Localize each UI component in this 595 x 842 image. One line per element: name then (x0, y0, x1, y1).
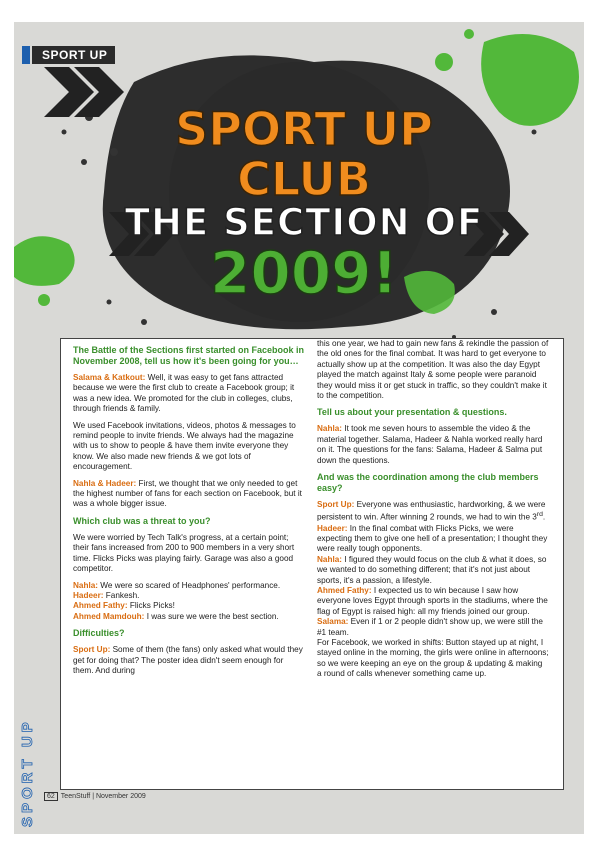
answer-paragraph: Hadeer: Fankesh. (73, 590, 140, 600)
answer-paragraph: this one year, we had to gain new fans & rekindle the passion of the old ones for the final combat. It was hard to get everyone to actually show up at the competition. It was also the day Egypt played the match against Italy & some people were paranoid they would miss it or get stuck in traffic, so they couldn't make it to the competition. (317, 339, 549, 401)
answer-paragraph: Salama & Katkout: Well, it was easy to get fans attracted because we were the first club to create a Facebook group; it was a new idea. We promoted for the club in colleges, clubs, through friends & family. (73, 373, 295, 414)
speaker-name: Salama & Katkout: (73, 373, 146, 382)
answer-paragraph: Sport Up: Everyone was enthusiastic, hardworking, & we were persistent to win. After winning 2 rounds, we had to win the 3rd. Hadeer: In the final combat with Flicks Picks, we were expecting them to give one hell of a presentation; I thought they were really tough opponents. (317, 500, 548, 554)
answer-paragraph: We used Facebook invitations, videos, photos & messages to remind people to invite friends. We always had the magazine with us to show to people & have them invite everyone they know. We also made new friends & we got lots of encouragement. (73, 420, 296, 472)
question-heading: The Battle of the Sections first started on Facebook in November 2008, tell us how it's been going for you… (73, 345, 305, 366)
answer-paragraph: Nahla: We were so scared of Headphones' performance. (73, 580, 281, 590)
page-number: 62 (44, 792, 58, 801)
answer-paragraph: Ahmed Fathy: I expected us to win because I saw how everyone loves Egypt through sports in the stadiums, where the flag of Egypt is raised high: all my friends joined our group. (317, 586, 548, 616)
magazine-page (14, 22, 584, 834)
speaker-name: Nahla: (317, 424, 343, 434)
title-line-4: 2009! (210, 239, 398, 307)
answer-paragraph: Nahla: I figured they would focus on the club & what it does, so we wanted to do something different; that it's not just about sports, it's a passion, a lifestyle. (317, 554, 547, 585)
title-line-3: THE SECTION OF (124, 201, 484, 244)
answer-paragraph: Salama: Even if 1 or 2 people didn't show up, we were still the #1 team. (317, 617, 543, 637)
speaker-name: Ahmed Mamdouh: (73, 611, 145, 621)
question-heading: Difficulties? (73, 628, 125, 639)
speaker-name: Hadeer: (317, 523, 348, 533)
answer-paragraph: Ahmed Fathy: Flicks Picks! (73, 601, 175, 611)
speaker-name: Ahmed Fathy: (73, 601, 128, 611)
vertical-section-label (14, 712, 42, 832)
svg-text:SPORT UP: SPORT UP (19, 718, 36, 827)
speaker-name: Ahmed Fathy: (317, 586, 372, 596)
speaker-name: Sport Up: (317, 500, 355, 510)
section-tab: SPORT UP (32, 46, 115, 64)
answer-paragraph: Ahmed Mamdouh: I was sure we were the best section. (73, 611, 279, 621)
speaker-name: Sport Up: (73, 645, 111, 655)
answer-paragraph: We were worried by Tech Talk's progress, at a certain point; their fans increased from 200 to 900 members in a very short time. Flicks Picks was playing fairly. Garage was also a good competitor. (73, 532, 295, 574)
question-heading: Which club was a threat to you? (73, 515, 211, 526)
question-heading: Tell us about your presentation & questions. (317, 407, 507, 418)
page-footer (44, 792, 146, 801)
speaker-name: Nahla: (73, 580, 99, 590)
answer-paragraph: Nahla: It took me seven hours to assemble the video & the material together. Salama, Hadeer & Nahla worked really hard on it. The questions for the fans: Salama, Hadeer & Salma put down the questions. (317, 424, 543, 465)
article-column-right (317, 339, 549, 686)
speaker-name: Salama: (317, 617, 349, 627)
speaker-name: Nahla: (317, 554, 343, 564)
question-heading: And was the coordination among the club members easy? (317, 472, 539, 494)
speaker-name: Nahla & Hadeer: (73, 478, 137, 488)
answer-paragraph: Sport Up: Some of them (the fans) only asked what would they get for doing that? The poster idea didn't seem enough for them. And during (73, 645, 303, 675)
title-line-2: CLUB (237, 152, 371, 206)
publication-info: TeenStuff | November 2009 (60, 793, 146, 800)
section-tab-accent (22, 46, 30, 64)
article-box (60, 338, 564, 790)
answer-paragraph: For Facebook, we worked in shifts: Button stayed up at night, I stayed online in the morning, the girls were online in afternoons; so we were keeping an eye on the group & updating & making a round of calls whenever something came up. (317, 638, 549, 679)
title-line-1: SPORT UP (175, 102, 433, 156)
answer-paragraph: Nahla & Hadeer: First, we thought that we only needed to get the highest number of fans for each section on Facebook, but it was a whole bigger issue. (73, 478, 302, 509)
article-column-left (73, 345, 305, 682)
speaker-name: Hadeer: (73, 590, 104, 600)
